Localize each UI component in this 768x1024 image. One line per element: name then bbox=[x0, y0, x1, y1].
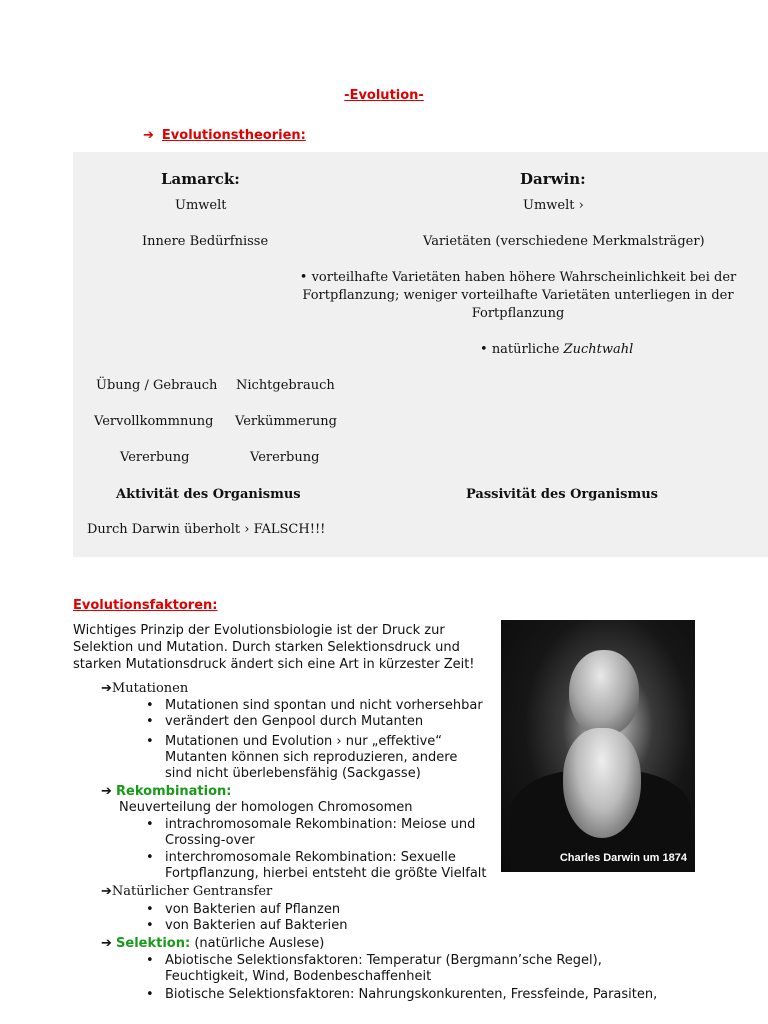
lamarck-umwelt: Umwelt bbox=[175, 198, 227, 213]
lamarck-verdict: Durch Darwin überholt › FALSCH!!! bbox=[87, 522, 326, 537]
list-item-continued: Crossing-over bbox=[165, 833, 255, 848]
factors-intro: Wichtiges Prinzip der Evolutionsbiologie ist der Druck zur Selektion und Mutation. Durch starken Selektionsdruck und starken Mutationsdruck ändert sich eine Art in kürzester Zeit! bbox=[73, 623, 475, 672]
arrow-right-icon: ➔ bbox=[101, 784, 117, 799]
darwin-bullet-selection: • natürliche Zuchtwahl bbox=[480, 342, 634, 357]
bullet-icon: • bbox=[299, 270, 312, 285]
lamarck-inheritance-left: Vererbung bbox=[120, 450, 190, 465]
list-item: • interchromosomale Rekombination: Sexuelle bbox=[165, 850, 456, 866]
bullet-icon: • bbox=[480, 342, 492, 357]
lamarck-use: Übung / Gebrauch bbox=[96, 378, 218, 393]
list-item-continued: Feuchtigkeit, Wind, Bodenbeschaffenheit bbox=[165, 969, 432, 984]
list-item: • Biotische Selektionsfaktoren: Nahrungskonkurenten, Fressfeinde, Parasiten, bbox=[165, 987, 657, 1003]
lamarck-inheritance-right: Vererbung bbox=[250, 450, 320, 465]
lamarck-disuse: Nichtgebrauch bbox=[236, 378, 335, 393]
mutations-heading: ➔Mutationen bbox=[101, 681, 189, 696]
lamarck-heading: Lamarck: bbox=[161, 170, 240, 188]
arrow-right-icon: ➔ bbox=[101, 681, 112, 696]
darwin-passivity: Passivität des Organismus bbox=[466, 487, 659, 502]
list-item-continued: Mutanten können sich reproduzieren, andere bbox=[165, 750, 458, 765]
list-item: • intrachromosomale Rekombination: Meiose und bbox=[165, 817, 475, 833]
page-title: -Evolution- bbox=[344, 88, 424, 103]
factors-heading: Evolutionsfaktoren: bbox=[73, 598, 218, 613]
darwin-heading: Darwin: bbox=[520, 170, 586, 188]
darwin-varieties: Varietäten (verschiedene Merkmalsträger) bbox=[423, 234, 705, 249]
recombination-heading: ➔ Rekombination: bbox=[101, 784, 232, 799]
lamarck-perfection: Vervollkommnung bbox=[94, 414, 214, 429]
photo-caption: Charles Darwin um 1874 bbox=[559, 852, 687, 864]
arrow-right-icon: ➔ bbox=[101, 936, 117, 951]
list-item: • Abiotische Selektionsfaktoren: Temperatur (Bergmann’sche Regel), bbox=[165, 953, 602, 969]
theories-heading bbox=[143, 128, 306, 143]
lamarck-inner-needs: Innere Bedürfnisse bbox=[142, 234, 269, 249]
darwin-bullet-advantage: • vorteilhafte Varietäten haben höhere Wahrscheinlichkeit bei der Fortpflanzung; weniger vorteilhafte Varietäten unterliegen in der Fortpflanzung bbox=[299, 270, 737, 321]
list-item: • von Bakterien auf Bakterien bbox=[165, 918, 347, 934]
selection-heading: ➔ Selektion: (natürliche Auslese) bbox=[101, 936, 325, 951]
recombination-desc: Neuverteilung der homologen Chromosomen bbox=[119, 800, 413, 815]
arrow-right-icon: ➔ bbox=[101, 884, 112, 899]
list-item-continued: sind nicht überlebensfähig (Sackgasse) bbox=[165, 766, 421, 781]
lamarck-activity: Aktivität des Organismus bbox=[116, 487, 301, 502]
darwin-umwelt: Umwelt › bbox=[523, 198, 584, 213]
arrow-right-icon: ➔ bbox=[143, 128, 154, 143]
lamarck-atrophy: Verkümmerung bbox=[235, 414, 337, 429]
list-item-continued: Fortpflanzung, hierbei entsteht die größte Vielfalt bbox=[165, 866, 487, 881]
gene-transfer-heading: ➔Natürlicher Gentransfer bbox=[101, 884, 273, 899]
list-item: • verändert den Genpool durch Mutanten bbox=[165, 714, 423, 730]
list-item: • Mutationen sind spontan und nicht vorhersehbar bbox=[165, 698, 483, 714]
darwin-portrait-image bbox=[501, 620, 695, 872]
list-item: • Mutationen und Evolution › nur „effektive“ bbox=[165, 734, 442, 750]
theories-heading-label: Evolutionstheorien: bbox=[161, 128, 306, 143]
list-item: • von Bakterien auf Pflanzen bbox=[165, 902, 340, 918]
